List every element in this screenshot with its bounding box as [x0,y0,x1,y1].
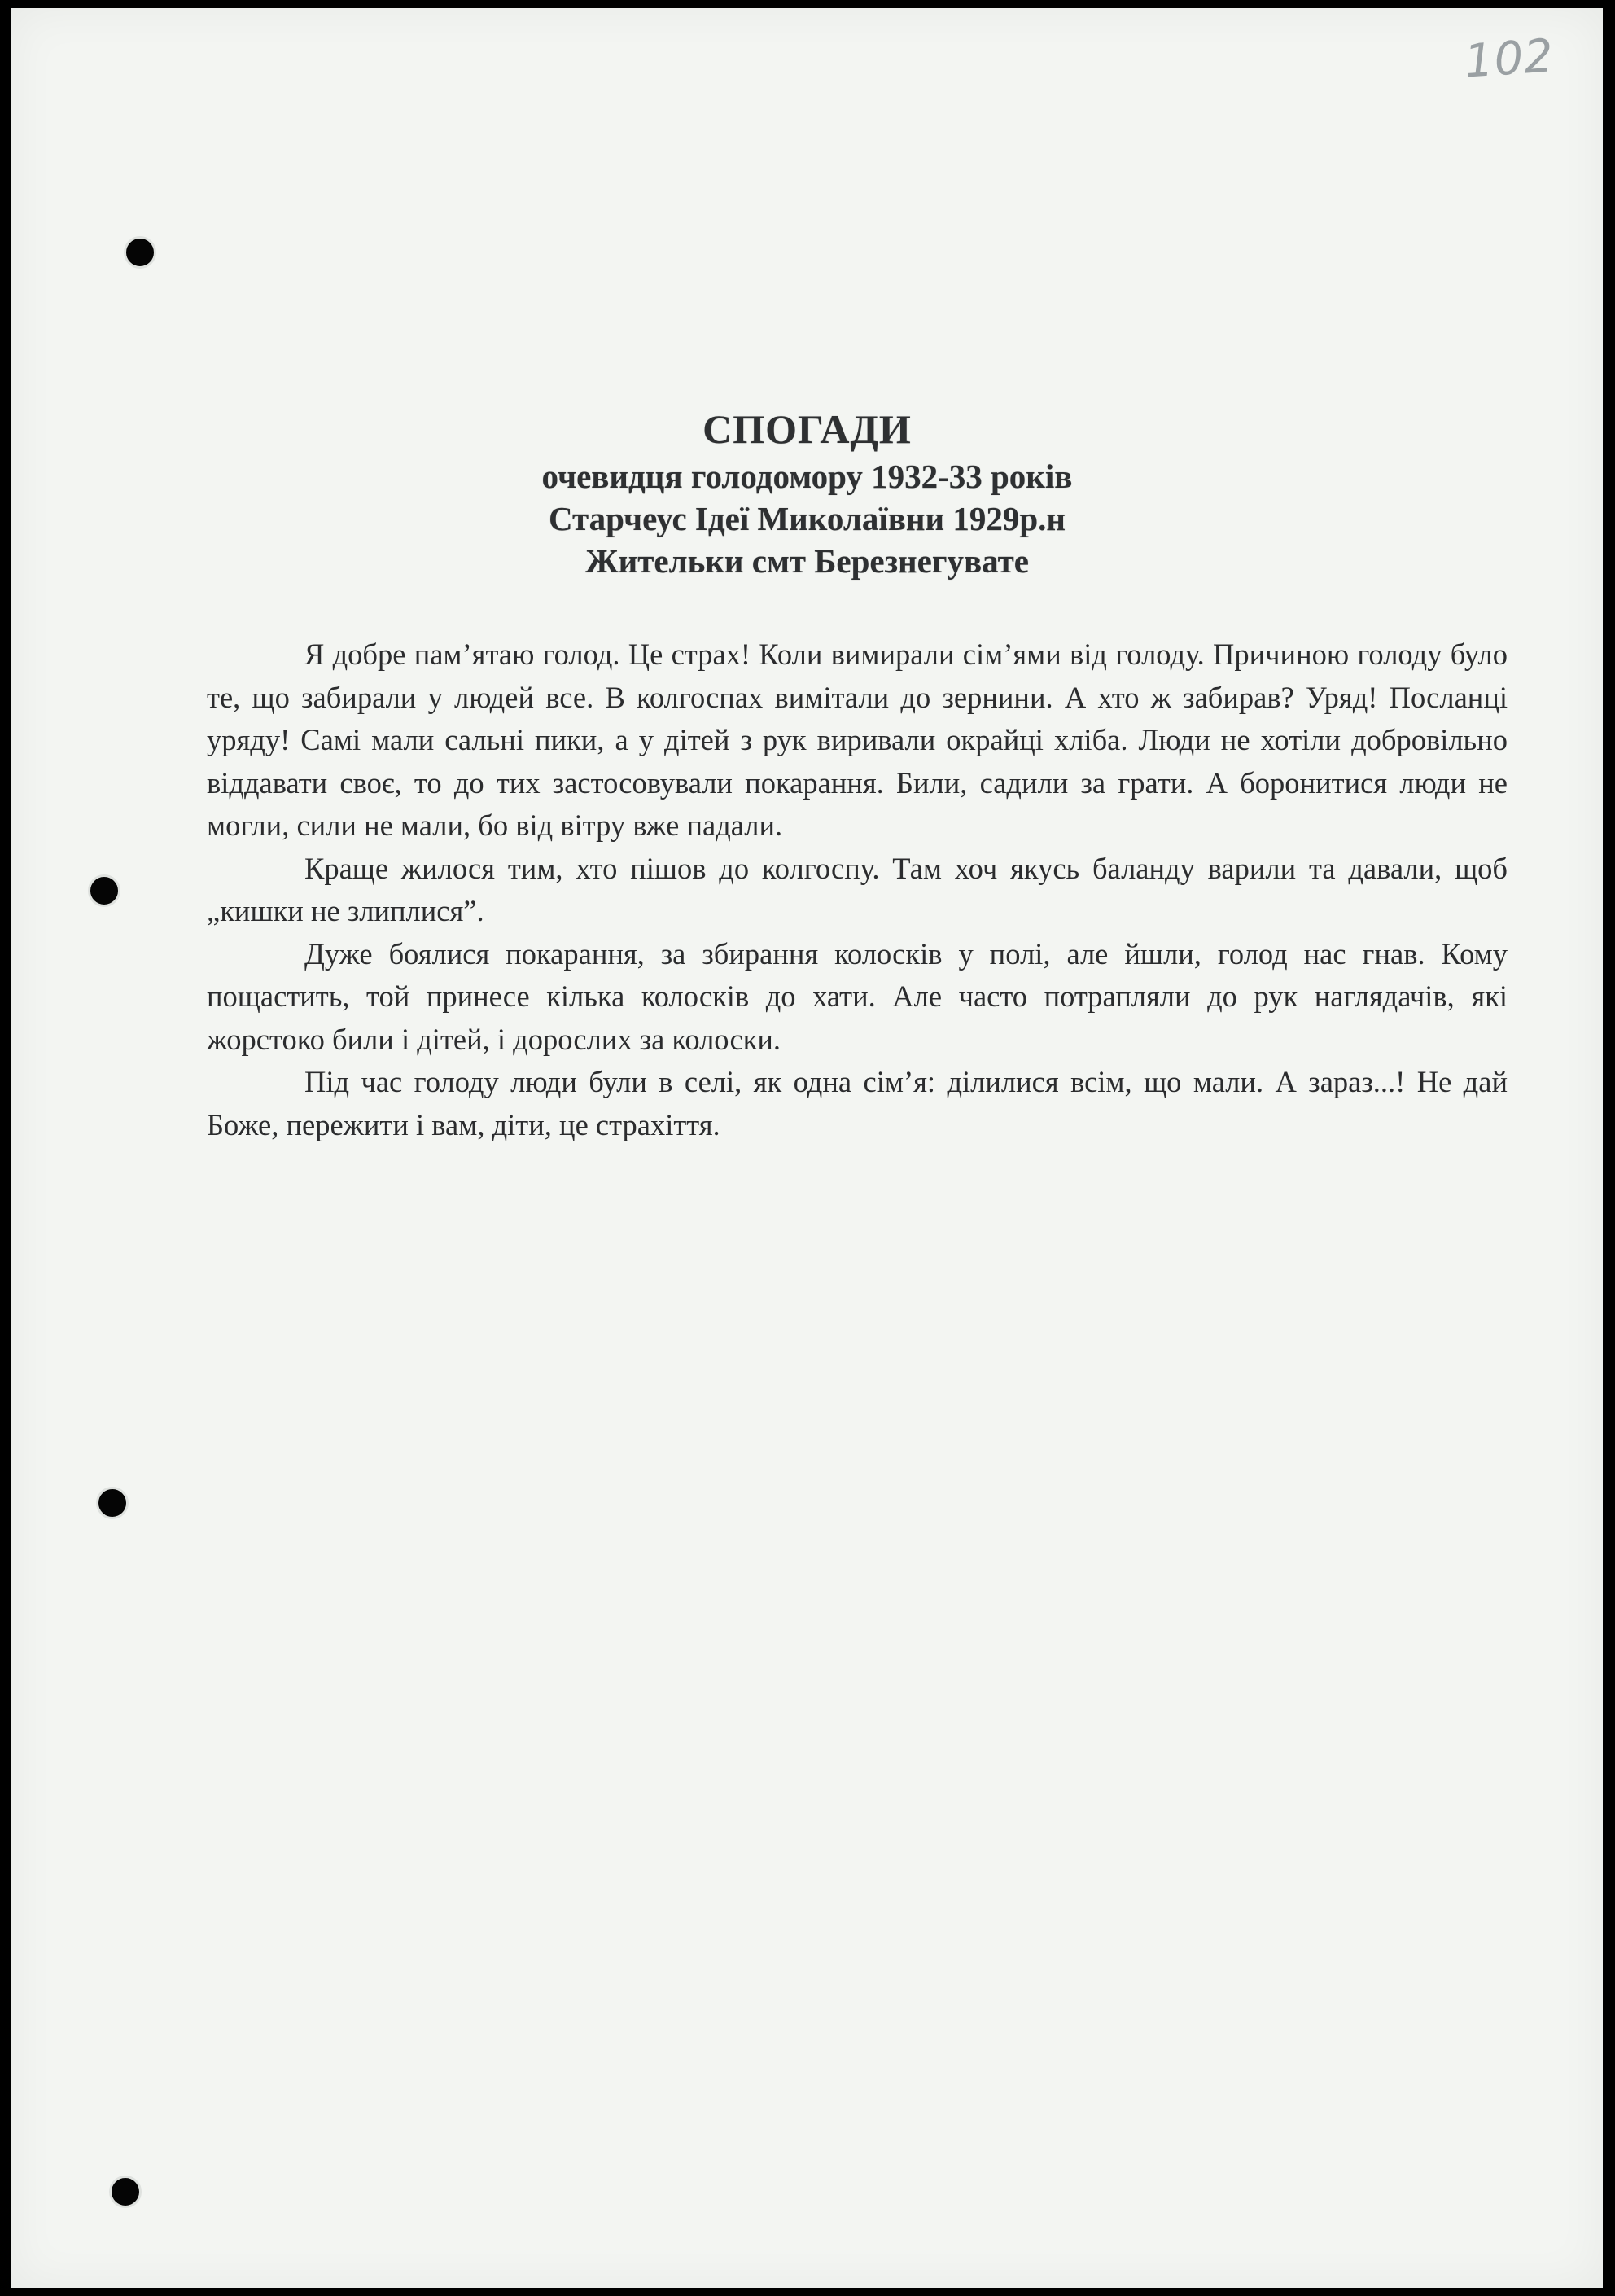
handwritten-page-number: 102 [1462,29,1556,89]
paragraph: Дуже боялися покарання, за збирання колосків у полі, але йшли, голод нас гнав. Кому пощастить, той принесе кілька колосків до хати. Але часто потрапляли до рук наглядачів, які жорстоко били і дітей, і дорослих за колоски. [207,936,1508,1056]
punch-hole [109,2176,142,2208]
document-page [11,8,1603,2288]
heading-line-eyewitness: очевидця голодомору 1932-33 років [541,458,1073,495]
paragraph: Під час голоду люди були в селі, як одна сім’я: ділилися всім, що мали. А зараз...! Не дай Боже, пережити і вам, діти, це страхіття. [207,1065,1508,1141]
heading-line-residence: Жительки смт Березнегувате [585,542,1029,580]
paragraph: Краще жилося тим, хто пішов до колгоспу. Там хоч якусь баланду варили та давали, щоб „кишки не злиплися”. [207,851,1508,927]
punch-hole [88,874,120,907]
document-heading [11,403,1603,582]
punch-hole [124,236,156,269]
document-title: СПОГАДИ [702,406,912,452]
paragraph: Я добре пам’ятаю голод. Це страх! Коли вимирали сім’ями від голоду. Причиною голоду було те, що забирали у людей все. В колгоспах вимітали до зернини. А хто ж забирав? Уряд! Посланці уряду! Самі мали сальні пики, а у дітей з рук виривали окрайці хліба. Люди не хотіли добровільно віддавати своє, то до тих застосовували покарання. Били, садили за грати. А боронитися люди не могли, сили не мали, бо від вітру вже падали. [207,638,1508,842]
punch-hole [96,1487,129,1519]
memoir-body [207,633,1508,1146]
heading-line-name: Старчеус Ідеї Миколаївни 1929р.н [548,500,1066,537]
